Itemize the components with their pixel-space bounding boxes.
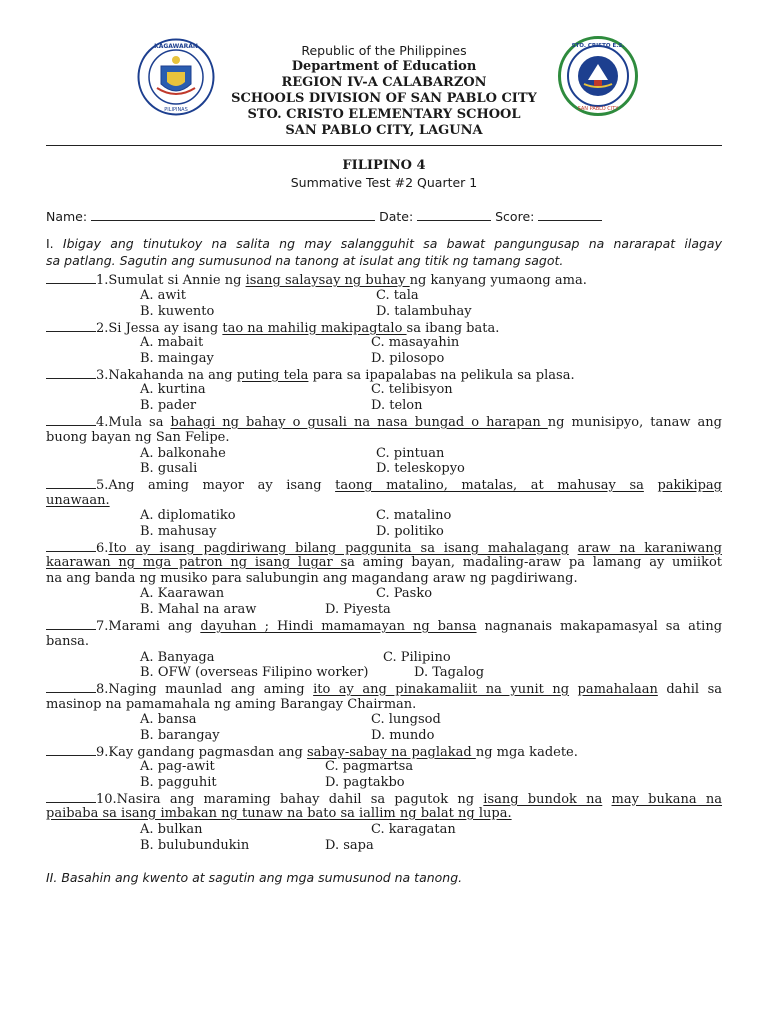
q4-choice-b: B. gusali <box>140 461 198 476</box>
date-field[interactable] <box>417 209 491 221</box>
question-6-line2: kaarawan ng mga patron ng isang lugar sa aming bayan, madaling-araw pa lamang ay umiikot <box>46 555 722 570</box>
q3-choice-b: B. pader <box>140 398 197 413</box>
q7-choice-d: D. Tagalog <box>414 665 485 680</box>
header-city: SAN PABLO CITY, LAGUNA <box>285 123 483 138</box>
q9-choice-c: C. pagmartsa <box>325 759 414 774</box>
answer-blank-7[interactable] <box>46 618 96 630</box>
q6-choice-a: A. Kaarawan <box>140 586 225 601</box>
question-10: 10.Nasira ang maraming bahay dahil sa pagutok ng isang bundok na may bukana na <box>46 791 722 807</box>
score-field[interactable] <box>538 209 602 221</box>
q1-choice-d: D. talambuhay <box>376 304 472 319</box>
question-3: 3.Nakahanda na ang puting tela para sa ipapalabas na pelikula sa plasa. <box>46 367 575 383</box>
q10-choice-c: C. karagatan <box>371 822 456 837</box>
answer-blank-2[interactable] <box>46 320 96 332</box>
q5-choice-b: B. mahusay <box>140 524 217 539</box>
answer-blank-1[interactable] <box>46 272 96 284</box>
question-10-line2: paibaba sa isang imbakan ng tunaw na bato sa iallim ng balat ng lupa. <box>46 806 512 821</box>
score-label: Score: <box>495 209 535 224</box>
question-5: 5.Ang aming mayor ay isang taong matalino, matalas, at mahusay sa pakikipag <box>46 477 722 493</box>
q8-choice-d: D. mundo <box>371 728 435 743</box>
name-field[interactable] <box>91 209 375 221</box>
question-7-line2: bansa. <box>46 634 89 649</box>
question-8: 8.Naging maunlad ang aming ito ay ang pinakamaliit na yunit ng pamahalaan dahil sa <box>46 681 722 697</box>
header-division: SCHOOLS DIVISION OF SAN PABLO CITY <box>231 91 537 106</box>
student-fields <box>46 209 602 224</box>
q2-choice-c: C. masayahin <box>371 335 460 350</box>
answer-blank-4[interactable] <box>46 414 96 426</box>
test-title: Summative Test #2 Quarter 1 <box>290 175 478 190</box>
q8-choice-a: A. bansa <box>140 712 197 727</box>
subject-title: FILIPINO 4 <box>342 158 426 173</box>
question-6-line3: na ang banda ng musiko para salubungin ang magandang araw ng pagdiriwang. <box>46 571 578 586</box>
question-4-line2: buong bayan ng San Felipe. <box>46 430 230 445</box>
part2-instructions: II. Basahin ang kwento at sagutin ang mga sumusunod na tanong. <box>46 870 463 885</box>
header-republic: Republic of the Philippines <box>301 43 467 58</box>
answer-blank-3[interactable] <box>46 367 96 379</box>
q10-choice-b: B. bulubundukin <box>140 838 250 853</box>
question-1: 1.Sumulat si Annie ng isang salaysay ng buhay ng kanyang yumaong ama. <box>46 272 587 288</box>
question-5-line2: unawaan. <box>46 493 110 508</box>
q9-choice-a: A. pag-awit <box>140 759 215 774</box>
q7-choice-c: C. Pilipino <box>383 650 451 665</box>
q2-choice-a: A. mabait <box>140 335 204 350</box>
q6-choice-b: B. Mahal na araw <box>140 602 257 617</box>
q4-choice-a: A. balkonahe <box>140 446 226 461</box>
answer-blank-10[interactable] <box>46 791 96 803</box>
part1-instructions-line2: sa patlang. Sagutin ang sumusunod na tanong at isulat ang titik ng tamang sagot. <box>46 253 564 268</box>
answer-blank-8[interactable] <box>46 681 96 693</box>
question-9: 9.Kay gandang pagmasdan ang sabay-sabay na paglakad ng mga kadete. <box>46 744 578 760</box>
question-7: 7.Marami ang dayuhan ; Hindi mamamayan ng bansa nagnanais makapamasyal sa ating <box>46 618 722 634</box>
q10-choice-d: D. sapa <box>325 838 374 853</box>
part1-instructions-line1: I. Ibigay ang tinutukoy na salita ng may salangguhit sa bawat pangungusap na nararapat ilagay <box>46 236 722 251</box>
q9-choice-d: D. pagtakbo <box>325 775 405 790</box>
question-4: 4.Mula sa bahagi ng bahay o gusali na nasa bungad o harapan ng munisipyo, tanaw ang <box>46 414 722 430</box>
svg-text:STO. CRISTO E.S.: STO. CRISTO E.S. <box>571 43 625 49</box>
q6-choice-c: C. Pasko <box>376 586 433 601</box>
q6-choice-d: D. Piyesta <box>325 602 391 617</box>
q2-choice-b: B. maingay <box>140 351 214 366</box>
answer-blank-9[interactable] <box>46 744 96 756</box>
q10-choice-a: A. bulkan <box>140 822 203 837</box>
header-divider <box>46 145 722 146</box>
q1-choice-a: A. awit <box>140 288 186 303</box>
q1-choice-c: C. tala <box>376 288 419 303</box>
q5-choice-a: A. diplomatiko <box>140 508 236 523</box>
svg-text:PILIPINAS: PILIPINAS <box>164 107 188 113</box>
part1-number: I. <box>46 236 54 251</box>
q3-choice-c: C. telibisyon <box>371 382 453 397</box>
svg-text:SAN PABLO CITY: SAN PABLO CITY <box>577 106 619 112</box>
q2-choice-d: D. pilosopo <box>371 351 445 366</box>
q8-choice-c: C. lungsod <box>371 712 441 727</box>
q3-choice-d: D. telon <box>371 398 423 413</box>
name-label: Name: <box>46 209 88 224</box>
q4-choice-c: C. pintuan <box>376 446 445 461</box>
q3-choice-a: A. kurtina <box>140 382 206 397</box>
header-region: REGION IV-A CALABARZON <box>281 75 487 90</box>
question-6: 6.Ito ay isang pagdiriwang bilang paggunita sa isang mahalagang araw na karaniwang <box>46 540 722 556</box>
q8-choice-b: B. barangay <box>140 728 220 743</box>
header-school: STO. CRISTO ELEMENTARY SCHOOL <box>247 107 521 122</box>
svg-text:KAGAWARAN: KAGAWARAN <box>154 43 198 50</box>
answer-blank-6[interactable] <box>46 540 96 552</box>
q7-choice-b: B. OFW (overseas Filipino worker) <box>140 665 369 680</box>
q4-choice-d: D. teleskopyo <box>376 461 465 476</box>
q9-choice-b: B. pagguhit <box>140 775 217 790</box>
q5-choice-d: D. politiko <box>376 524 444 539</box>
question-2: 2.Si Jessa ay isang tao na mahilig makipagtalo sa ibang bata. <box>46 320 499 336</box>
header-department: Department of Education <box>291 59 477 74</box>
answer-blank-5[interactable] <box>46 477 96 489</box>
date-label: Date: <box>379 209 414 224</box>
question-8-line2: masinop na pamamahala ng aming Barangay Chairman. <box>46 697 417 712</box>
q7-choice-a: A. Banyaga <box>140 650 215 665</box>
q5-choice-c: C. matalino <box>376 508 452 523</box>
q1-choice-b: B. kuwento <box>140 304 215 319</box>
